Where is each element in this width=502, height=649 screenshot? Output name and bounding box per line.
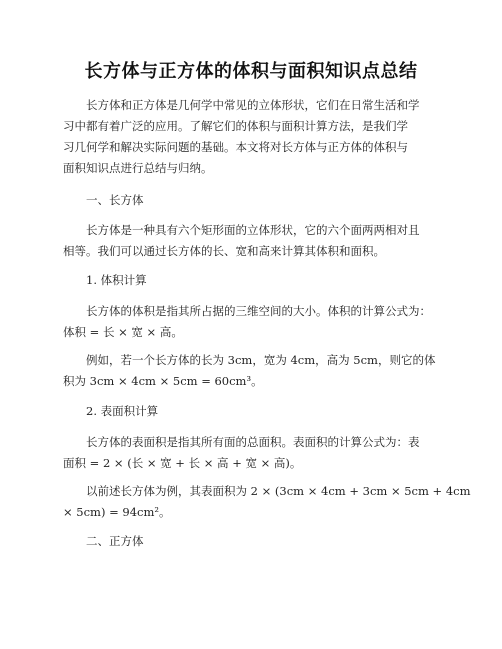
section-heading-text: 一、长方体 [86,193,144,207]
text-line: 面积 = 2 × (长 × 宽 + 长 × 高 + 宽 × 高)。 [63,456,302,470]
document-title: 长方体与正方体的体积与面积知识点总结 [84,61,418,82]
section-heading-cube [63,531,443,552]
text-line: × 5cm) = 94cm²。 [63,505,171,519]
text-line: 长方体和正方体是几何学中常见的立体形状，它们在日常生活和学 [86,98,420,112]
text-line: 长方体的体积是指其所占据的三维空间的大小。体积的计算公式为： [86,304,431,318]
area-definition-paragraph [63,432,443,474]
section-heading-text: 二、正方体 [86,534,144,548]
text-line: 积为 3cm × 4cm × 5cm = 60cm³。 [63,374,263,388]
text-line: 面积知识点进行总结与归纳。 [63,161,213,175]
text-line: 以前述长方体为例，其表面积为 2 × (3cm × 4cm + 3cm × 5cm + 4cm [86,484,471,498]
text-line: 习中都有着广泛的应用。了解它们的体积与面积计算方法，是我们学 [63,119,408,133]
subheading-text: 1. 体积计算 [86,273,147,287]
section-heading-cuboid [63,190,443,211]
volume-definition-paragraph [63,301,443,343]
text-line: 长方体的表面积是指其所有面的总面积。表面积的计算公式为：表 [86,435,420,449]
text-line: 长方体是一种具有六个矩形面的立体形状，它的六个面两两相对且 [86,223,420,237]
intro-paragraph [63,95,443,179]
text-line: 习几何学和解决实际问题的基础。本文将对长方体与正方体的体积与 [63,140,408,154]
area-example-paragraph [63,481,471,523]
text-line: 例如，若一个长方体的长为 3cm，宽为 4cm，高为 5cm，则它的体 [86,353,436,367]
volume-example-paragraph [63,350,443,392]
subheading-volume [63,270,443,291]
subheading-text: 2. 表面积计算 [86,404,159,418]
text-line: 相等。我们可以通过长方体的长、宽和高来计算其体积和面积。 [63,244,385,258]
subheading-surface-area [63,401,443,422]
text-line: 体积 = 长 × 宽 × 高。 [63,325,183,339]
cuboid-definition-paragraph [63,220,443,262]
